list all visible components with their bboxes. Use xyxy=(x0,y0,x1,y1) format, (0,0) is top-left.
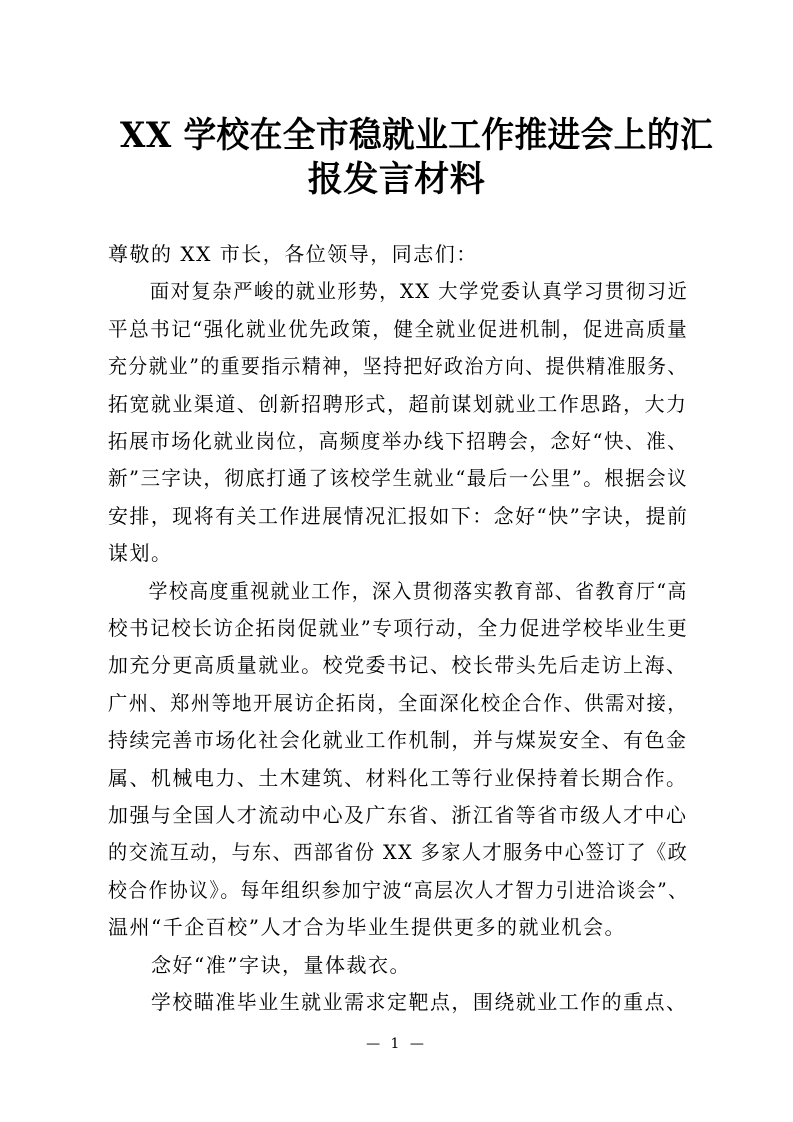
body-line: 面对复杂严峻的就业形势，XX 大学党委认真学习贯彻习近 xyxy=(108,279,689,304)
body-line: 学校瞄准毕业生就业需求定靶点，围绕就业工作的重点、 xyxy=(108,990,688,1014)
body-line: 加强与全国人才流动中心及广东省、浙江省等省市级人才中心 xyxy=(108,803,688,827)
body-line: 念好“准”字诀，量体裁衣。 xyxy=(108,952,411,977)
body-line: 充分就业”的重要指示精神，坚持把好政治方向、提供精准服务、 xyxy=(108,354,688,379)
body-line: 学校高度重视就业工作，深入贯彻落实教育部、省教育厅“高 xyxy=(108,578,688,603)
body-line: 谋划。 xyxy=(108,541,173,566)
body-line: 安排，现将有关工作进展情况汇报如下：念好“快”字诀，提前 xyxy=(108,503,689,528)
body-line: 平总书记“强化就业优先政策，健全就业促进机制，促进高质量 xyxy=(108,316,689,341)
body-line: 尊敬的 XX 市长，各位领导，同志们： xyxy=(108,242,478,266)
body-line: 拓展市场化就业岗位，高频度举办线下招聘会，念好“快、准、 xyxy=(108,429,689,453)
body-line: 温州“千企百校”人才合为毕业生提供更多的就业机会。 xyxy=(108,915,626,940)
document-title-line-1: XX 学校在全市稳就业工作推进会上的汇 xyxy=(120,115,714,156)
body-line: 持续完善市场化社会化就业工作机制，并与煤炭安全、有色金 xyxy=(108,728,688,753)
body-line: 广州、郑州等地开展访企拓岗，全面深化校企合作、供需对接， xyxy=(108,690,688,715)
body-line: 校书记校长访企拓岗促就业”专项行动，全力促进学校毕业生更 xyxy=(108,616,689,640)
page-number: — 1 — xyxy=(366,1036,427,1052)
body-line: 属、机械电力、土木建筑、材料化工等行业保持着长期合作。 xyxy=(108,765,688,790)
body-line: 校合作协议》。每年组织参加宁波“高层次人才智力引进洽谈会”、 xyxy=(108,877,689,902)
body-line: 新”三字诀，彻底打通了该校学生就业“最后一公里”。根据会议 xyxy=(108,466,689,491)
body-line: 加充分更高质量就业。校党委书记、校长带头先后走访上海、 xyxy=(108,653,688,678)
document-title-line-2: 报发言材料 xyxy=(307,159,486,200)
body-line: 的交流互动，与东、西部省份 XX 多家人才服务中心签订了《政 xyxy=(108,840,689,865)
body-line: 拓宽就业渠道、创新招聘形式，超前谋划就业工作思路，大力 xyxy=(108,391,688,416)
